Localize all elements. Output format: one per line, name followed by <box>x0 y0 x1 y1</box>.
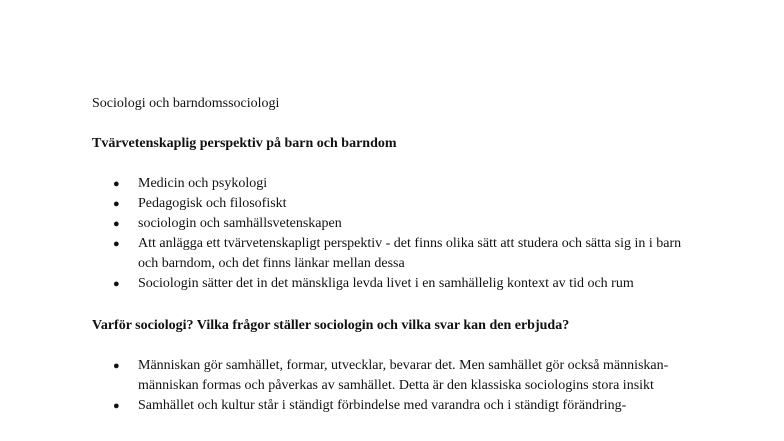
list-item-text: Samhället och kultur står i ständigt förbindelse med varandra och i ständigt förändring- <box>138 398 627 413</box>
list-item <box>0 194 698 214</box>
list-item <box>0 356 698 396</box>
list-item-text: sociologin och samhällsvetenskapen <box>138 216 342 231</box>
bullet-list-sociology <box>0 356 784 416</box>
bullet-icon: ● <box>113 178 120 190</box>
list-item-text: Medicin och psykologi <box>138 176 268 191</box>
list-item <box>0 214 698 234</box>
section-heading-tvarvetenskaplig: Tvärvetenskaplig perspektiv på barn och barndom <box>92 136 397 151</box>
bullet-icon: ● <box>113 238 120 250</box>
list-item-text: Sociologin sätter det in det mänskliga levda livet i en samhällelig kontext av tid och rum <box>138 276 634 291</box>
bullet-icon: ● <box>113 198 120 210</box>
list-item <box>0 274 698 294</box>
bullet-icon: ● <box>113 360 120 372</box>
list-item <box>0 234 698 274</box>
bullet-icon: ● <box>113 400 120 412</box>
bullet-list-perspectives <box>0 174 784 294</box>
list-item <box>0 174 698 194</box>
bullet-icon: ● <box>113 218 120 230</box>
list-item-text: Att anlägga ett tvärvetenskapligt perspektiv - det finns olika sätt att studera och sätta sig in i barn och barndom, och det finns länkar mellan dessa <box>138 236 682 271</box>
section-heading-varfor-sociologi: Varför sociologi? Vilka frågor ställer sociologin och vilka svar kan den erbjuda? <box>92 318 570 333</box>
list-item-text: Människan gör samhället, formar, utvecklar, bevarar det. Men samhället gör också människan- människan formas och påverkas av samhället. Detta är den klassiska sociologins stora insikt <box>138 358 669 393</box>
document-title: Sociologi och barndomssociologi <box>92 96 280 111</box>
list-item <box>0 396 698 416</box>
bullet-icon: ● <box>113 278 120 290</box>
list-item-text: Pedagogisk och filosofiskt <box>138 196 287 211</box>
